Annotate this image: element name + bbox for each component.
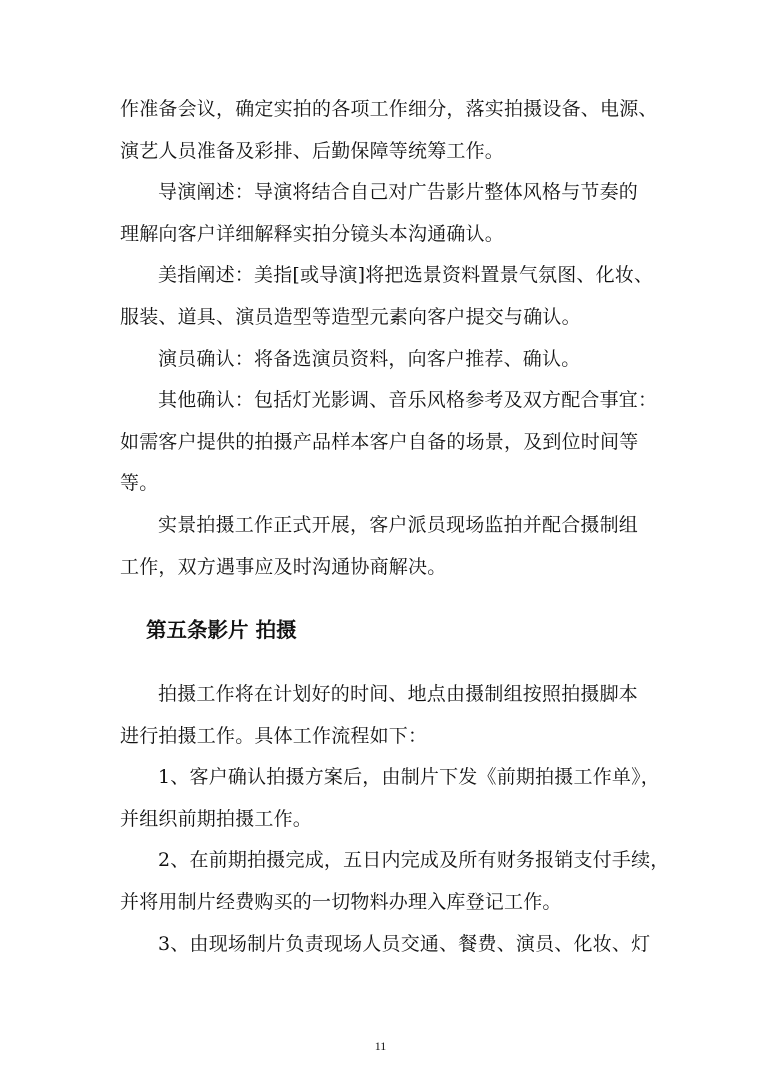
text-line: 美指阐述：美指[或导演]将把选景资料置景气氛图、化妆、 (158, 264, 654, 287)
page-number: 11 (374, 1039, 387, 1053)
text-line: 并将用制片经费购买的一切物料办理入库登记工作。 (120, 890, 562, 913)
text-line: 导演阐述：导演将结合自己对广告影片整体风格与节奏的 (158, 181, 639, 204)
text-line: 演员确认：将备选演员资料，向客户推荐、确认。 (158, 347, 581, 370)
text-line: 实景拍摄工作正式开展，客户派员现场监拍并配合摄制组 (158, 513, 639, 536)
text-line: 工作，双方遇事应及时沟通协商解决。 (120, 555, 447, 578)
body-text-section-1 (120, 89, 660, 588)
text-line: 其他确认：包括灯光影调、音乐风格参考及双方配合事宜： (158, 389, 658, 412)
text-line: 如需客户提供的拍摄产品样本客户自备的场景，及到位时间等 (120, 430, 639, 453)
text-line: 1、客户确认拍摄方案后，由制片下发《前期拍摄工作单》， (158, 766, 660, 789)
body-text-section-2 (120, 674, 670, 965)
section-heading: 第五条影片 拍摄 (146, 618, 297, 642)
text-line: 作准备会议，确定实拍的各项工作细分，落实拍摄设备、电源、 (120, 98, 658, 120)
text-line: 演艺人员准备及彩排、后勤保障等统筹工作。 (120, 139, 505, 162)
text-line: 等。 (120, 472, 159, 495)
text-line: 服装、道具、演员造型等造型元素向客户提交与确认。 (120, 305, 581, 328)
text-line: 理解向客户详细解释实拍分镜头本沟通确认。 (120, 222, 505, 245)
text-line: 拍摄工作将在计划好的时间、地点由摄制组按照拍摄脚本 (158, 683, 639, 705)
text-line: 并组织前期拍摄工作。 (120, 807, 313, 830)
text-line: 进行拍摄工作。具体工作流程如下： (120, 724, 428, 747)
text-line: 3、由现场制片负责现场人员交通、餐费、演员、化妆、灯 (158, 932, 651, 955)
text-line: 2、在前期拍摄完成，五日内完成及所有财务报销支付手续， (158, 849, 670, 872)
